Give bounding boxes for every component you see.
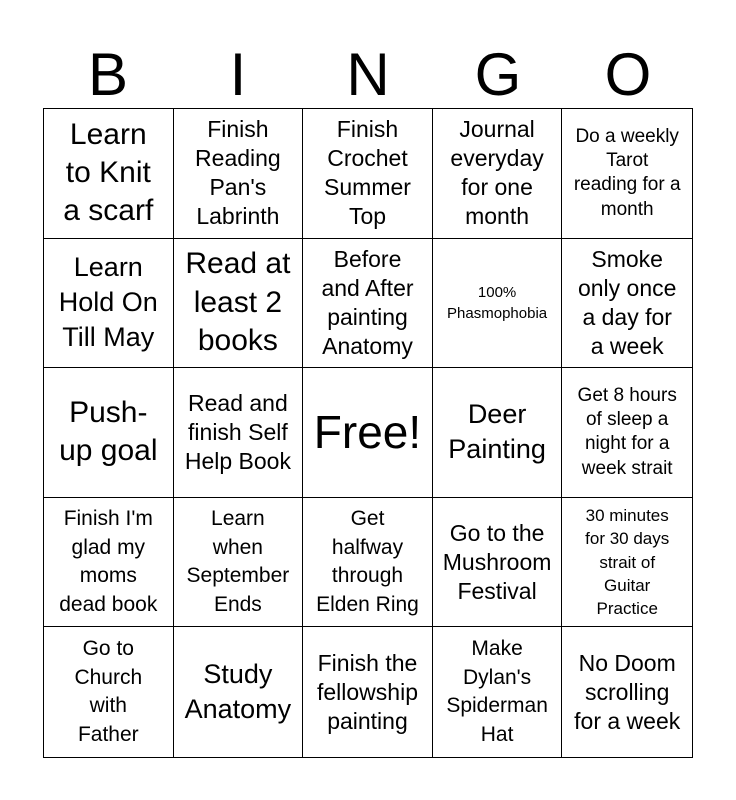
- header-letter-i: I: [229, 41, 247, 108]
- bingo-cell-r2c2[interactable]: [174, 239, 304, 369]
- bingo-cell-r4c2[interactable]: [174, 498, 304, 628]
- bingo-board: [43, 108, 693, 758]
- cell-text: Study Anatomy: [184, 659, 292, 725]
- bingo-cell-r4c1[interactable]: [44, 498, 174, 628]
- bingo-cell-r1c5[interactable]: [562, 109, 692, 239]
- cell-text: Journal everyday for one month: [450, 116, 544, 230]
- cell-text: Finish I'm glad my moms dead book: [59, 507, 158, 616]
- bingo-cell-r2c5[interactable]: [562, 239, 692, 369]
- header-letter-o: O: [604, 41, 652, 108]
- bingo-header: [43, 40, 693, 110]
- cell-text: Make Dylan's Spiderman Hat: [446, 637, 548, 746]
- cell-text: Finish Reading Pan's Labrinth: [195, 116, 281, 230]
- bingo-cell-r4c5[interactable]: [562, 498, 692, 628]
- cell-text: Push- up goal: [59, 396, 158, 468]
- cell-text: Go to the Mushroom Festival: [442, 519, 552, 604]
- header-letter-n: N: [346, 41, 390, 108]
- cell-text: Read and finish Self Help Book: [184, 390, 291, 474]
- cell-text: Read at least 2 books: [185, 247, 291, 358]
- bingo-cell-r3c4[interactable]: [433, 368, 563, 498]
- cell-text: No Doom scrolling for a week: [574, 649, 681, 734]
- cell-text: Deer Painting: [448, 399, 546, 465]
- cell-text: Go to Church with Father: [74, 637, 143, 746]
- cell-text: Learn when September Ends: [186, 507, 290, 616]
- bingo-cell-r5c1[interactable]: [44, 627, 174, 757]
- cell-text: Learn Hold On Till May: [58, 252, 158, 353]
- bingo-cell-r5c2[interactable]: [174, 627, 304, 757]
- cell-text: Finish Crochet Summer Top: [324, 116, 411, 230]
- bingo-cell-r1c2[interactable]: [174, 109, 304, 239]
- bingo-cell-r1c1[interactable]: [44, 109, 174, 239]
- bingo-cell-r2c1[interactable]: [44, 239, 174, 369]
- bingo-cell-r4c3[interactable]: [303, 498, 433, 628]
- bingo-cell-r4c4[interactable]: [433, 498, 563, 628]
- bingo-cell-r2c4[interactable]: [433, 239, 563, 369]
- free-space: Free!: [313, 406, 422, 459]
- header-letter-b: B: [87, 41, 129, 108]
- header-letter-g: G: [474, 41, 522, 108]
- bingo-cell-r5c3[interactable]: [303, 627, 433, 757]
- bingo-cell-r1c3[interactable]: [303, 109, 433, 239]
- bingo-cell-r2c3[interactable]: [303, 239, 433, 369]
- cell-text: Finish the fellowship painting: [316, 649, 418, 734]
- bingo-cell-r3c1[interactable]: [44, 368, 174, 498]
- bingo-cell-r3c5[interactable]: [562, 368, 692, 498]
- bingo-cell-r5c5[interactable]: [562, 627, 692, 757]
- bingo-cell-r3c2[interactable]: [174, 368, 304, 498]
- cell-text: Before and After painting Anatomy: [321, 245, 414, 359]
- cell-text: 100% Phasmophobia: [447, 283, 548, 322]
- cell-text: Smoke only once a day for a week: [577, 245, 677, 359]
- bingo-cell-r3c3[interactable]: [303, 368, 433, 498]
- cell-text: Get halfway through Elden Ring: [316, 507, 419, 616]
- cell-text: Learn to Knit a scarf: [63, 117, 154, 228]
- bingo-cell-r1c4[interactable]: [433, 109, 563, 239]
- cell-text: Get 8 hours of sleep a night for a week strait: [577, 384, 677, 479]
- cell-text: 30 minutes for 30 days strait of Guitar Practice: [585, 506, 670, 618]
- cell-text: Do a weekly Tarot reading for a month: [573, 125, 681, 220]
- bingo-cell-r5c4[interactable]: [433, 627, 563, 757]
